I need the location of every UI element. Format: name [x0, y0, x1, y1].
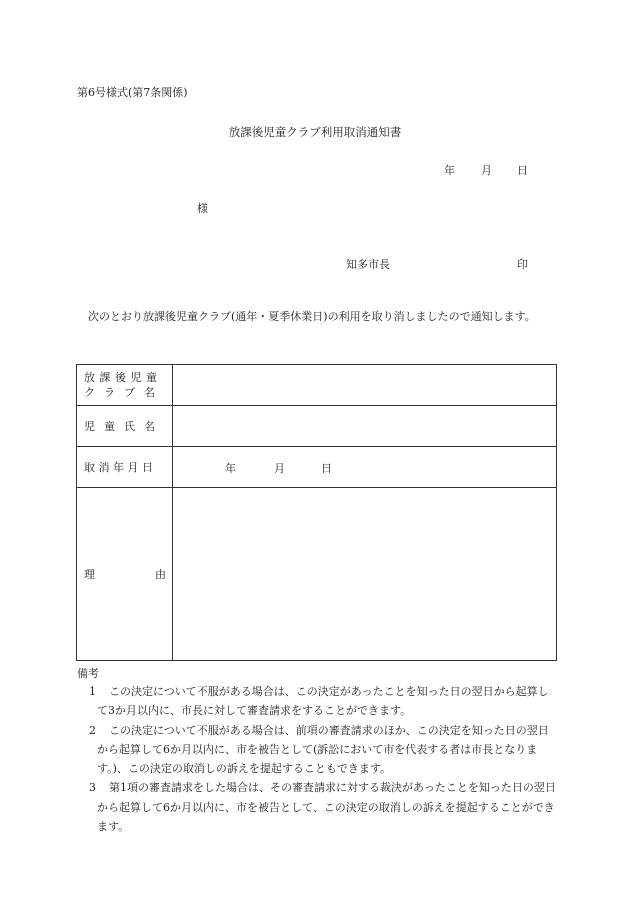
list-item: [89, 682, 557, 721]
table-row-reason: [77, 488, 557, 661]
list-item: [89, 778, 557, 836]
club-label-line1: 放課後児童: [84, 371, 162, 384]
club-label-cell: [77, 365, 173, 406]
child-name-label: 児童氏名: [84, 420, 164, 433]
cancel-date-value-cell[interactable]: [173, 447, 557, 488]
cancel-date-label-cell: [77, 447, 173, 488]
child-name-label-cell: [77, 406, 173, 447]
child-name-value-cell[interactable]: [173, 406, 557, 447]
cancel-date-day: 日: [321, 462, 332, 475]
remarks-list: [89, 682, 557, 836]
issue-date-month: 月: [481, 164, 492, 177]
seal-mark: 印: [517, 258, 528, 271]
document-title: 放課後児童クラブ利用取消通知書: [228, 125, 402, 139]
reason-label: [84, 566, 172, 582]
table-row-child-name: [77, 406, 557, 447]
intro-paragraph: 次のとおり放課後児童クラブ(通年・夏季休業日)の利用を取り消しましたので通知します。: [88, 310, 536, 323]
club-value-cell[interactable]: [173, 365, 557, 406]
sender-name: 知多市長: [346, 258, 390, 271]
issue-date-year: 年: [444, 164, 455, 177]
remarks-heading: 備考: [77, 667, 99, 680]
remark-number: 1: [89, 685, 96, 698]
remark-text: 第1項の審査請求をした場合は、その審査請求に対する裁決があったことを知った日の翌日から起算して6か月以内に、市を被告として、この決定の取消しの訴えを提起することができます。: [97, 781, 556, 834]
club-label-line2: クラブ名: [84, 386, 164, 399]
list-item: [89, 721, 557, 779]
table-row-club: [77, 365, 557, 406]
remark-text: この決定について不服がある場合は、前項の審査請求のほか、この決定を知った日の翌日から起算して6か月以内に、市を被告として(訴訟において市を代表する者は市長となります。)、この決定の取消しの訴えを提起することもできます。: [97, 723, 549, 776]
reason-label-char-2: 由: [155, 568, 166, 581]
cancel-date-label: 取消年月日: [84, 461, 157, 474]
remark-number: 2: [89, 723, 96, 737]
reason-value-cell[interactable]: [173, 488, 557, 661]
remark-text: この決定について不服がある場合は、この決定があったことを知った日の翌日から起算して3か月以内に、市長に対して審査請求をすることができます。: [97, 685, 549, 718]
table-row-cancel-date: [77, 447, 557, 488]
cancel-date-year: 年: [225, 462, 236, 475]
cancel-date-month: 月: [274, 462, 285, 475]
info-table: [76, 364, 557, 661]
reason-label-char-1: 理: [84, 568, 95, 581]
addressee-honorific: 様: [197, 202, 208, 215]
form-number: 第6号様式(第7条関係): [77, 86, 188, 99]
reason-label-cell: [77, 488, 173, 661]
issue-date-day: 日: [517, 164, 528, 177]
remark-number: 3: [89, 781, 96, 795]
